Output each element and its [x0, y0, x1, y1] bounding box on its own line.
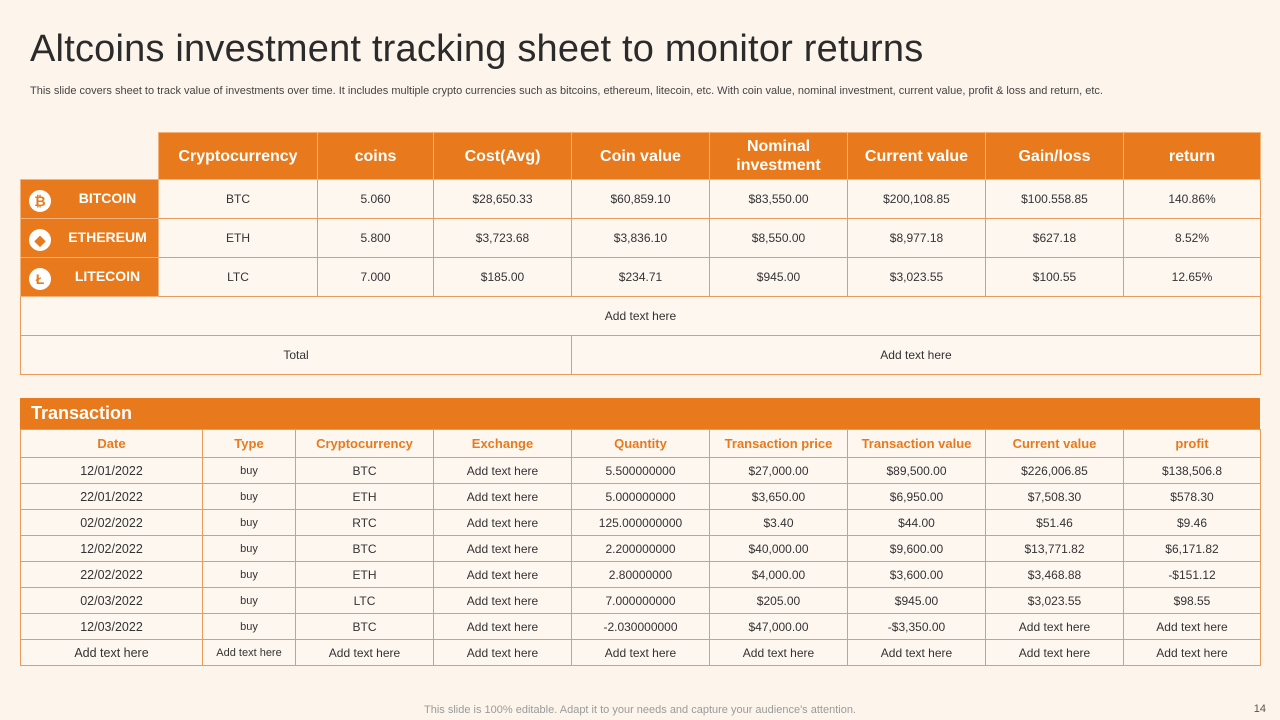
footer-note: This slide is 100% editable. Adapt it to your needs and capture your audience's attention. [424, 704, 856, 716]
transaction-cell: $27,000.00 [710, 458, 848, 484]
transaction-cell: buy [203, 484, 296, 510]
transaction-cell: 02/03/2022 [21, 588, 203, 614]
transaction-cell: Add text here [848, 640, 986, 666]
coin-value-cell: $83,550.00 [710, 180, 848, 219]
portfolio-col-header: Cryptocurrency [159, 133, 318, 180]
page-subtitle: This slide covers sheet to track value of investments over time. It includes multiple crypto currencies such as bitcoins, ethereum, litecoin, etc. With coin value, nominal investment, current value, profit & loss and return, etc. [30, 85, 1103, 97]
portfolio-total-row [21, 336, 1261, 375]
transaction-cell: Add text here [203, 640, 296, 666]
transaction-col-header: profit [1124, 430, 1261, 458]
litecoin-icon: Ł [29, 268, 51, 290]
portfolio-header-blank [21, 133, 159, 180]
transaction-col-header: Type [203, 430, 296, 458]
coin-name: BITCOIN [78, 190, 137, 206]
coin-value-cell: 12.65% [1124, 258, 1261, 297]
coin-value-cell: $3,023.55 [848, 258, 986, 297]
transaction-row [21, 510, 1261, 536]
transaction-header-row [21, 430, 1261, 458]
coin-name: LITECOIN [74, 268, 141, 284]
portfolio-col-header: Current value [848, 133, 986, 180]
transaction-col-header: Quantity [572, 430, 710, 458]
transaction-cell: LTC [296, 588, 434, 614]
coin-value-cell: 5.800 [318, 219, 434, 258]
coin-row [21, 180, 1261, 219]
transaction-cell: Add text here [434, 536, 572, 562]
coin-name-cell [21, 180, 159, 219]
transaction-cell: Add text here [296, 640, 434, 666]
transaction-cell: Add text here [434, 484, 572, 510]
coin-value-cell: $60,859.10 [572, 180, 710, 219]
transaction-cell: -$151.12 [1124, 562, 1261, 588]
transaction-cell: $4,000.00 [710, 562, 848, 588]
transaction-row [21, 588, 1261, 614]
transaction-cell: BTC [296, 536, 434, 562]
transaction-cell: $3.40 [710, 510, 848, 536]
transaction-col-header: Date [21, 430, 203, 458]
transaction-cell: ETH [296, 484, 434, 510]
transaction-cell: $3,468.88 [986, 562, 1124, 588]
transaction-cell: $40,000.00 [710, 536, 848, 562]
transaction-cell: $51.46 [986, 510, 1124, 536]
transaction-cell: -$3,350.00 [848, 614, 986, 640]
transaction-cell: Add text here [434, 640, 572, 666]
transaction-cell: Add text here [21, 640, 203, 666]
transaction-cell: $3,650.00 [710, 484, 848, 510]
transaction-cell: 22/02/2022 [21, 562, 203, 588]
transaction-cell: $7,508.30 [986, 484, 1124, 510]
transaction-cell: 02/02/2022 [21, 510, 203, 536]
coin-value-cell: $185.00 [434, 258, 572, 297]
transaction-cell: $13,771.82 [986, 536, 1124, 562]
transaction-row [21, 536, 1261, 562]
transaction-cell: Add text here [1124, 640, 1261, 666]
transaction-cell: $138,506.8 [1124, 458, 1261, 484]
coin-value-cell: $234.71 [572, 258, 710, 297]
transaction-col-header: Transaction price [710, 430, 848, 458]
transaction-cell: Add text here [434, 588, 572, 614]
transaction-cell: $44.00 [848, 510, 986, 536]
transaction-cell: Add text here [1124, 614, 1261, 640]
transaction-cell: 2.200000000 [572, 536, 710, 562]
transaction-row [21, 562, 1261, 588]
coin-value-cell: ETH [159, 219, 318, 258]
transaction-cell: buy [203, 562, 296, 588]
transaction-row [21, 484, 1261, 510]
portfolio-note-row [21, 297, 1261, 336]
transaction-cell: $945.00 [848, 588, 986, 614]
transaction-cell: $89,500.00 [848, 458, 986, 484]
portfolio-table [20, 132, 1261, 375]
coin-name-cell [21, 219, 159, 258]
total-label: Total [21, 336, 572, 375]
transaction-cell: Add text here [434, 614, 572, 640]
transaction-cell: -2.030000000 [572, 614, 710, 640]
bitcoin-icon: ₿ [29, 190, 51, 212]
coin-value-cell: $627.18 [986, 219, 1124, 258]
portfolio-note: Add text here [21, 297, 1261, 336]
coin-value-cell: 7.000 [318, 258, 434, 297]
transaction-cell: $205.00 [710, 588, 848, 614]
coin-value-cell: $8,977.18 [848, 219, 986, 258]
coin-value-cell: BTC [159, 180, 318, 219]
transaction-title: Transaction [20, 398, 1260, 429]
transaction-row [21, 614, 1261, 640]
transaction-col-header: Current value [986, 430, 1124, 458]
coin-value-cell: $200,108.85 [848, 180, 986, 219]
transaction-cell: $98.55 [1124, 588, 1261, 614]
transaction-cell: BTC [296, 614, 434, 640]
transaction-cell: buy [203, 458, 296, 484]
coin-value-cell: 140.86% [1124, 180, 1261, 219]
transaction-cell: buy [203, 588, 296, 614]
coin-value-cell: $100.558.85 [986, 180, 1124, 219]
coin-value-cell: $100.55 [986, 258, 1124, 297]
total-value: Add text here [572, 336, 1261, 375]
page-number: 14 [1253, 703, 1266, 715]
coin-value-cell: 5.060 [318, 180, 434, 219]
coin-name-cell [21, 258, 159, 297]
portfolio-col-header: Coin value [572, 133, 710, 180]
coin-name: ETHEREUM [68, 229, 147, 245]
transaction-cell: Add text here [572, 640, 710, 666]
transaction-cell: $9.46 [1124, 510, 1261, 536]
coin-value-cell: $3,723.68 [434, 219, 572, 258]
transaction-cell: $226,006.85 [986, 458, 1124, 484]
transaction-cell: 2.80000000 [572, 562, 710, 588]
transaction-cell: Add text here [434, 510, 572, 536]
transaction-cell: $47,000.00 [710, 614, 848, 640]
transaction-cell: 125.000000000 [572, 510, 710, 536]
page-title: Altcoins investment tracking sheet to monitor returns [30, 28, 924, 70]
transaction-cell: Add text here [986, 614, 1124, 640]
transaction-cell: buy [203, 614, 296, 640]
coin-value-cell: $3,836.10 [572, 219, 710, 258]
transaction-cell: 12/01/2022 [21, 458, 203, 484]
coin-row [21, 219, 1261, 258]
transaction-cell: 7.000000000 [572, 588, 710, 614]
portfolio-col-header: return [1124, 133, 1261, 180]
coin-row [21, 258, 1261, 297]
portfolio-col-header: Gain/loss [986, 133, 1124, 180]
coin-value-cell: $28,650.33 [434, 180, 572, 219]
coin-value-cell: $8,550.00 [710, 219, 848, 258]
transaction-col-header: Exchange [434, 430, 572, 458]
transaction-cell: buy [203, 536, 296, 562]
transaction-cell: 12/02/2022 [21, 536, 203, 562]
transaction-cell: $3,600.00 [848, 562, 986, 588]
coin-value-cell: 8.52% [1124, 219, 1261, 258]
transaction-col-header: Cryptocurrency [296, 430, 434, 458]
transaction-cell: BTC [296, 458, 434, 484]
portfolio-col-header: coins [318, 133, 434, 180]
transaction-cell: $3,023.55 [986, 588, 1124, 614]
transaction-cell: RTC [296, 510, 434, 536]
coin-value-cell: LTC [159, 258, 318, 297]
transaction-col-header: Transaction value [848, 430, 986, 458]
transaction-cell: Add text here [710, 640, 848, 666]
transaction-cell: 5.500000000 [572, 458, 710, 484]
ethereum-icon: ◆ [29, 229, 51, 251]
transaction-cell: buy [203, 510, 296, 536]
transaction-row [21, 640, 1261, 666]
transaction-cell: 22/01/2022 [21, 484, 203, 510]
transaction-cell: Add text here [434, 562, 572, 588]
transaction-cell: 5.000000000 [572, 484, 710, 510]
portfolio-col-header: Nominal investment [710, 133, 848, 180]
portfolio-header-row [21, 133, 1261, 180]
transaction-cell: $6,950.00 [848, 484, 986, 510]
transaction-cell: ETH [296, 562, 434, 588]
transaction-cell: $578.30 [1124, 484, 1261, 510]
coin-value-cell: $945.00 [710, 258, 848, 297]
transaction-row [21, 458, 1261, 484]
transaction-cell: Add text here [434, 458, 572, 484]
transaction-cell: Add text here [986, 640, 1124, 666]
transaction-cell: 12/03/2022 [21, 614, 203, 640]
transaction-cell: $9,600.00 [848, 536, 986, 562]
transaction-table [20, 429, 1261, 666]
transaction-cell: $6,171.82 [1124, 536, 1261, 562]
portfolio-col-header: Cost(Avg) [434, 133, 572, 180]
